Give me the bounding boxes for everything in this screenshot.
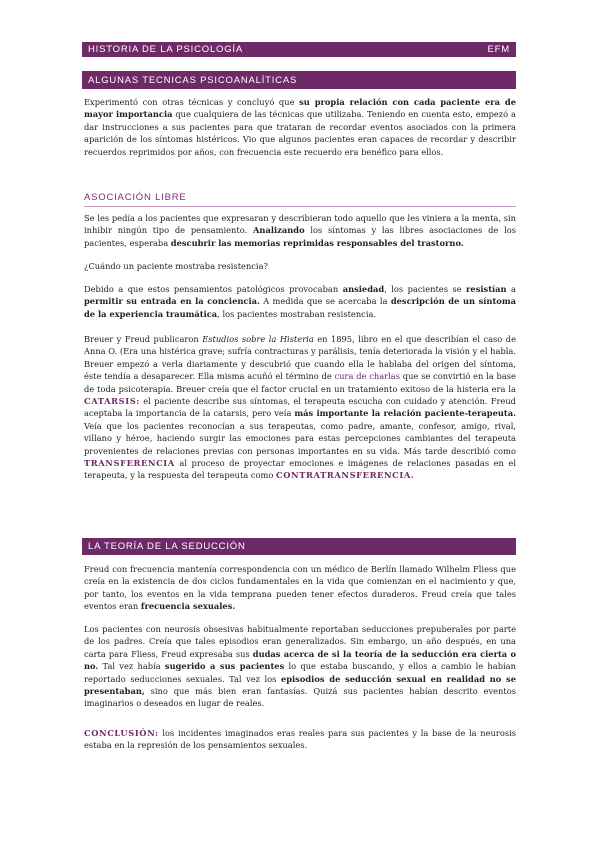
bold-text: más importante la relación paciente-terapeuta. bbox=[294, 408, 516, 419]
text-run: que cualquiera de las técnicas que utilizaba. Teniendo en cuenta esto, empezó a dar instrucciones a sus pacientes para que trataran de recordar eventos asociados con la primera aparición de los síntomas histéricos. Vio que algunos pacientes eran capaces de recordar y describir recuerdos reprimidos por años, con frecuencia este recuerdo era benéfico para ellos. bbox=[84, 109, 516, 157]
paragraph-obsessive-neurosis bbox=[84, 623, 516, 710]
bold-text: Analizando bbox=[253, 225, 305, 236]
highlight-term: CATARSIS: bbox=[84, 396, 140, 407]
bold-text: ansiedad bbox=[342, 284, 385, 294]
text-run: , los pacientes se bbox=[384, 284, 467, 294]
text-run: el paciente describe sus síntomas, el terapeuta escucha con cuidado y atención. Freud aceptaba la importancia de la catarsis, pero veía bbox=[84, 396, 516, 419]
bold-text: descubrir las memorias reprimidas responsables del trastorno. bbox=[170, 237, 464, 248]
section-heading-free-association: ASOCIACIÓN LIBRE bbox=[84, 192, 516, 207]
header-title: HISTORIA DE LA PSICOLOGÍA bbox=[88, 44, 243, 55]
paragraph-resistance bbox=[84, 283, 516, 320]
bold-text: su propia relación con cada paciente era de mayor importancia bbox=[84, 97, 516, 120]
text-run: en 1895, libro en el que describían el caso de Anna O. (Era una histérica grave; sufría contracturas y parálisis, tenía deteriorada la visión y el habla. Breuer empezó a verla diariamente y descubrió que cuando ella le hablaba del origen del síntoma, éste tendía a desaparecer. Ella misma acuñó el término de bbox=[84, 334, 516, 382]
text-run: ¿Cuándo un paciente mostraba resistencia? bbox=[84, 261, 268, 271]
bold-text: descripción de un síntoma de la experiencia traumática bbox=[84, 296, 516, 319]
paragraph-free-association bbox=[84, 212, 516, 249]
paragraph-techniques bbox=[84, 96, 516, 158]
highlight-term: TRANSFERENCIA bbox=[84, 458, 175, 469]
text-run: sino que más bien eran fantasías. Quizá sus pacientes habían descrito eventos imaginarios o deseados en lugar de reales. bbox=[84, 686, 516, 709]
text-run: Freud con frecuencia mantenía correspondencia con un médico de Berlín llamado Wilhelm Fliess que creía en la existencia de dos ciclos fundamentales en la vida que comienzan en el nacimiento y que, por tanto, los eventos en la vida temprana pueden tener efectos duraderos. Freud creía que tales eventos eran bbox=[84, 564, 516, 612]
text-run: a bbox=[506, 284, 516, 294]
term-link: cura de charlas bbox=[334, 371, 400, 382]
section-title: ALGUNAS TECNICAS PSICOANALÍTICAS bbox=[88, 74, 298, 86]
text-run: Breuer y Freud publicaron bbox=[84, 334, 203, 344]
highlight-term: CONCLUSIÓN: bbox=[84, 728, 159, 738]
paragraph-fliess bbox=[84, 563, 516, 613]
italic-text: Estudios sobre la Histeria bbox=[202, 334, 314, 344]
section-heading-seduction-theory bbox=[82, 538, 516, 555]
text-run: los síntomas y las libres asociaciones de los pacientes, esperaba bbox=[84, 225, 516, 248]
text-run: Veía que los pacientes reconocían a sus terapeutas, como padre, amante, confesor, amigo, rival, villano y héroe, haciendo surgir las emociones para estas percepciones cambiantes del terapeuta provenientes de relaciones previas con personas importantes en su vida. Más tarde describió como bbox=[84, 420, 516, 456]
text-run: Se les pedía a los pacientes que expresaran y describieran todo aquello que les viniera a la menta, sin inhibir ningún tipo de pensamiento. bbox=[84, 213, 516, 236]
section-heading-techniques bbox=[82, 71, 516, 89]
bold-text: permitir su entrada en la conciencia. bbox=[84, 296, 260, 307]
document-header bbox=[82, 42, 516, 57]
paragraph-resistance-question bbox=[84, 260, 516, 272]
text-run: al proceso de proyectar emociones e imágenes de relaciones pasadas en el terapeuta, y la respuesta del terapeuta como bbox=[84, 458, 516, 481]
text-run: que se convirtió en la base de toda psicoterapia. Breuer creía que el factor crucial en un tratamiento exitoso de la histeria era la bbox=[84, 371, 516, 394]
bold-text: resistían bbox=[466, 284, 507, 294]
text-run: Tal vez había bbox=[98, 661, 165, 672]
text-run: , los pacientes mostraban resistencia. bbox=[217, 308, 377, 319]
bold-text: dudas acerca de si la teoría de la seducción era cierta o no. bbox=[84, 648, 516, 672]
bold-text: frecuencia sexuales. bbox=[140, 601, 236, 612]
bold-text: sugerido a sus pacientes bbox=[164, 661, 285, 672]
text-run: lo que estaba buscando, y ellos a cambio le habían reportado seducciones sexuales. Tal vez los bbox=[84, 661, 516, 684]
text-run: Los pacientes con neurosis obsesivas habitualmente reportaban seducciones prepuberales por parte de los padres. Creía que tales episodios eran generalizados. Sin embargo, un año después, en una carta para Fliess, Freud expresaba sus bbox=[84, 624, 516, 659]
bold-text: episodios de seducción sexual en realidad no se presentaban, bbox=[84, 673, 517, 697]
paragraph-anna-o bbox=[84, 333, 516, 482]
text-run: Experimentó con otras técnicas y concluyó que bbox=[84, 97, 300, 107]
text-run: A medida que se acercaba la bbox=[259, 296, 391, 307]
section-title: LA TEORÍA DE LA SEDUCCIÓN bbox=[88, 541, 246, 552]
text-run: los incidentes imaginados eras reales para sus pacientes y la base de la neurosis estaba en la represión de los pensamientos sexuales. bbox=[84, 728, 516, 751]
header-initials: EFM bbox=[487, 44, 510, 55]
text-run: Debido a que estos pensamientos patológicos provocaban bbox=[84, 284, 343, 294]
highlight-term: CONTRATRANSFERENCIA. bbox=[276, 470, 415, 481]
paragraph-conclusion bbox=[84, 727, 516, 752]
